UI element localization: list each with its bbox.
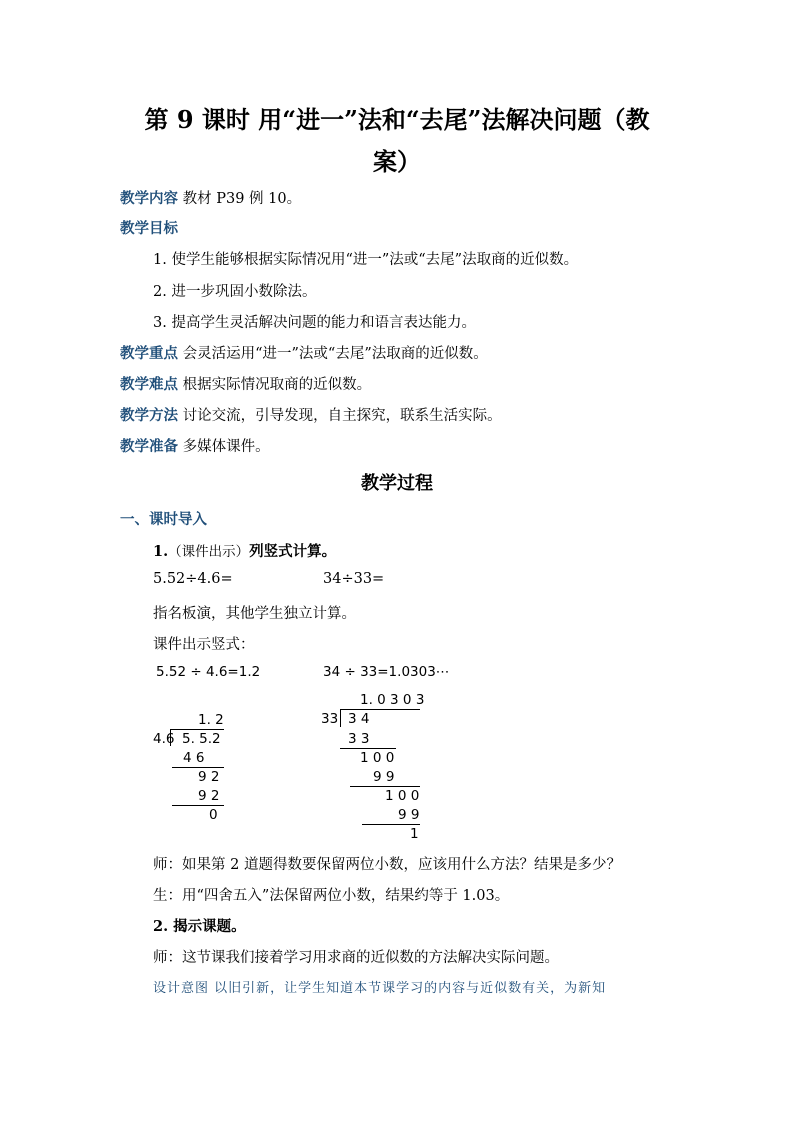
calc2-row: 9 9 [373, 769, 395, 785]
teaching-difficulty [120, 373, 371, 394]
teaching-prep-label: 教学准备 [120, 438, 178, 455]
item1 [153, 540, 336, 561]
calc2-rule [340, 748, 396, 749]
calc1-quotient: 1. 2 [198, 712, 224, 728]
process-title: 教学过程 [361, 473, 433, 494]
teaching-prep [120, 435, 270, 456]
design-note: 设计意图 以旧引新，让学生知道本节课学习的内容与近似数有关，为新知 [153, 981, 607, 996]
teaching-key-text: 会灵活运用“进一”法或“去尾”法取商的近似数。 [182, 346, 488, 362]
calc2-bracket-side [340, 709, 341, 727]
calc1-row: 9 2 [198, 788, 220, 804]
teaching-goals-label: 教学目标 [120, 220, 178, 237]
item2: 2. 揭示课题。 [153, 918, 246, 935]
calc2-rule [350, 786, 420, 787]
teaching-method-label: 教学方法 [120, 407, 178, 424]
teacher-statement: 师：这节课我们接着学习用求商的近似数的方法解决实际问题。 [153, 950, 559, 966]
page-title-cont: 案） [373, 147, 421, 176]
teacher-question: 师：如果第 2 道题得数要保留两位小数，应该用什么方法？结果是多少？ [153, 857, 621, 873]
calc1-divisor: 4.6 [153, 731, 175, 747]
teaching-content-text: 教材 P39 例 10。 [182, 191, 302, 207]
teaching-method-text: 讨论交流，引导发现，自主探究，联系生活实际。 [182, 408, 502, 424]
calc2-row: 1 0 0 [360, 750, 395, 766]
calc2-row: 9 9 [398, 807, 420, 823]
calc2-divisor: 33 [321, 711, 339, 727]
calc2-dividend: 3 4 [348, 711, 370, 727]
calc1-row: 9 2 [198, 769, 220, 785]
board-instruction: 指名板演，其他学生独立计算。 [153, 606, 356, 622]
calc1-header: 5.52 ÷ 4.6=1.2 [156, 664, 261, 680]
calc1-dividend: 5. 5.2 [182, 731, 221, 747]
calc2-row: 3 3 [348, 731, 370, 747]
calc1-bracket-top [170, 729, 224, 730]
show-instruction: 课件出示竖式： [153, 637, 255, 653]
item1-number: 1. [153, 543, 169, 560]
expression-1: 5.52÷4.6= [153, 571, 233, 587]
calc2-row: 1 [410, 826, 419, 842]
calc1-row: 0 [209, 807, 218, 823]
teaching-prep-text: 多媒体课件。 [182, 439, 270, 455]
calc2-bracket-top [340, 709, 420, 710]
goal-item-1: 1. 使学生能够根据实际情况用“进一”法或“去尾”法取商的近似数。 [153, 252, 579, 268]
calc2-header: 34 ÷ 33=1.0303⋯ [323, 664, 450, 680]
calc1-row: 4 6 [183, 750, 205, 766]
teaching-content [120, 187, 301, 208]
goal-item-2: 2. 进一步巩固小数除法。 [153, 284, 317, 300]
calc2-rule [362, 824, 420, 825]
teaching-method [120, 404, 502, 425]
item1-tag: （课件出示） [168, 544, 250, 560]
calc2-quotient: 1. 0 3 0 3 [360, 692, 425, 708]
teaching-key-label: 教学重点 [120, 345, 178, 362]
page-title: 第 9 课时 用“进一”法和“去尾”法解决问题（教 [144, 105, 650, 134]
teaching-key [120, 342, 488, 363]
calc1-rule [172, 805, 224, 806]
goal-item-3: 3. 提高学生灵活解决问题的能力和语言表达能力。 [153, 315, 476, 331]
teaching-difficulty-text: 根据实际情况取商的近似数。 [182, 377, 372, 393]
student-answer: 生：用“四舍五入”法保留两位小数，结果约等于 1.03。 [153, 888, 510, 904]
section-heading: 一、课时导入 [120, 511, 207, 528]
calc2-row: 1 0 0 [385, 788, 420, 804]
teaching-content-label: 教学内容 [120, 190, 178, 207]
item1-text: 列竖式计算。 [249, 543, 337, 560]
calc1-rule [172, 767, 224, 768]
teaching-difficulty-label: 教学难点 [120, 376, 178, 393]
expression-2: 34÷33= [323, 571, 385, 587]
